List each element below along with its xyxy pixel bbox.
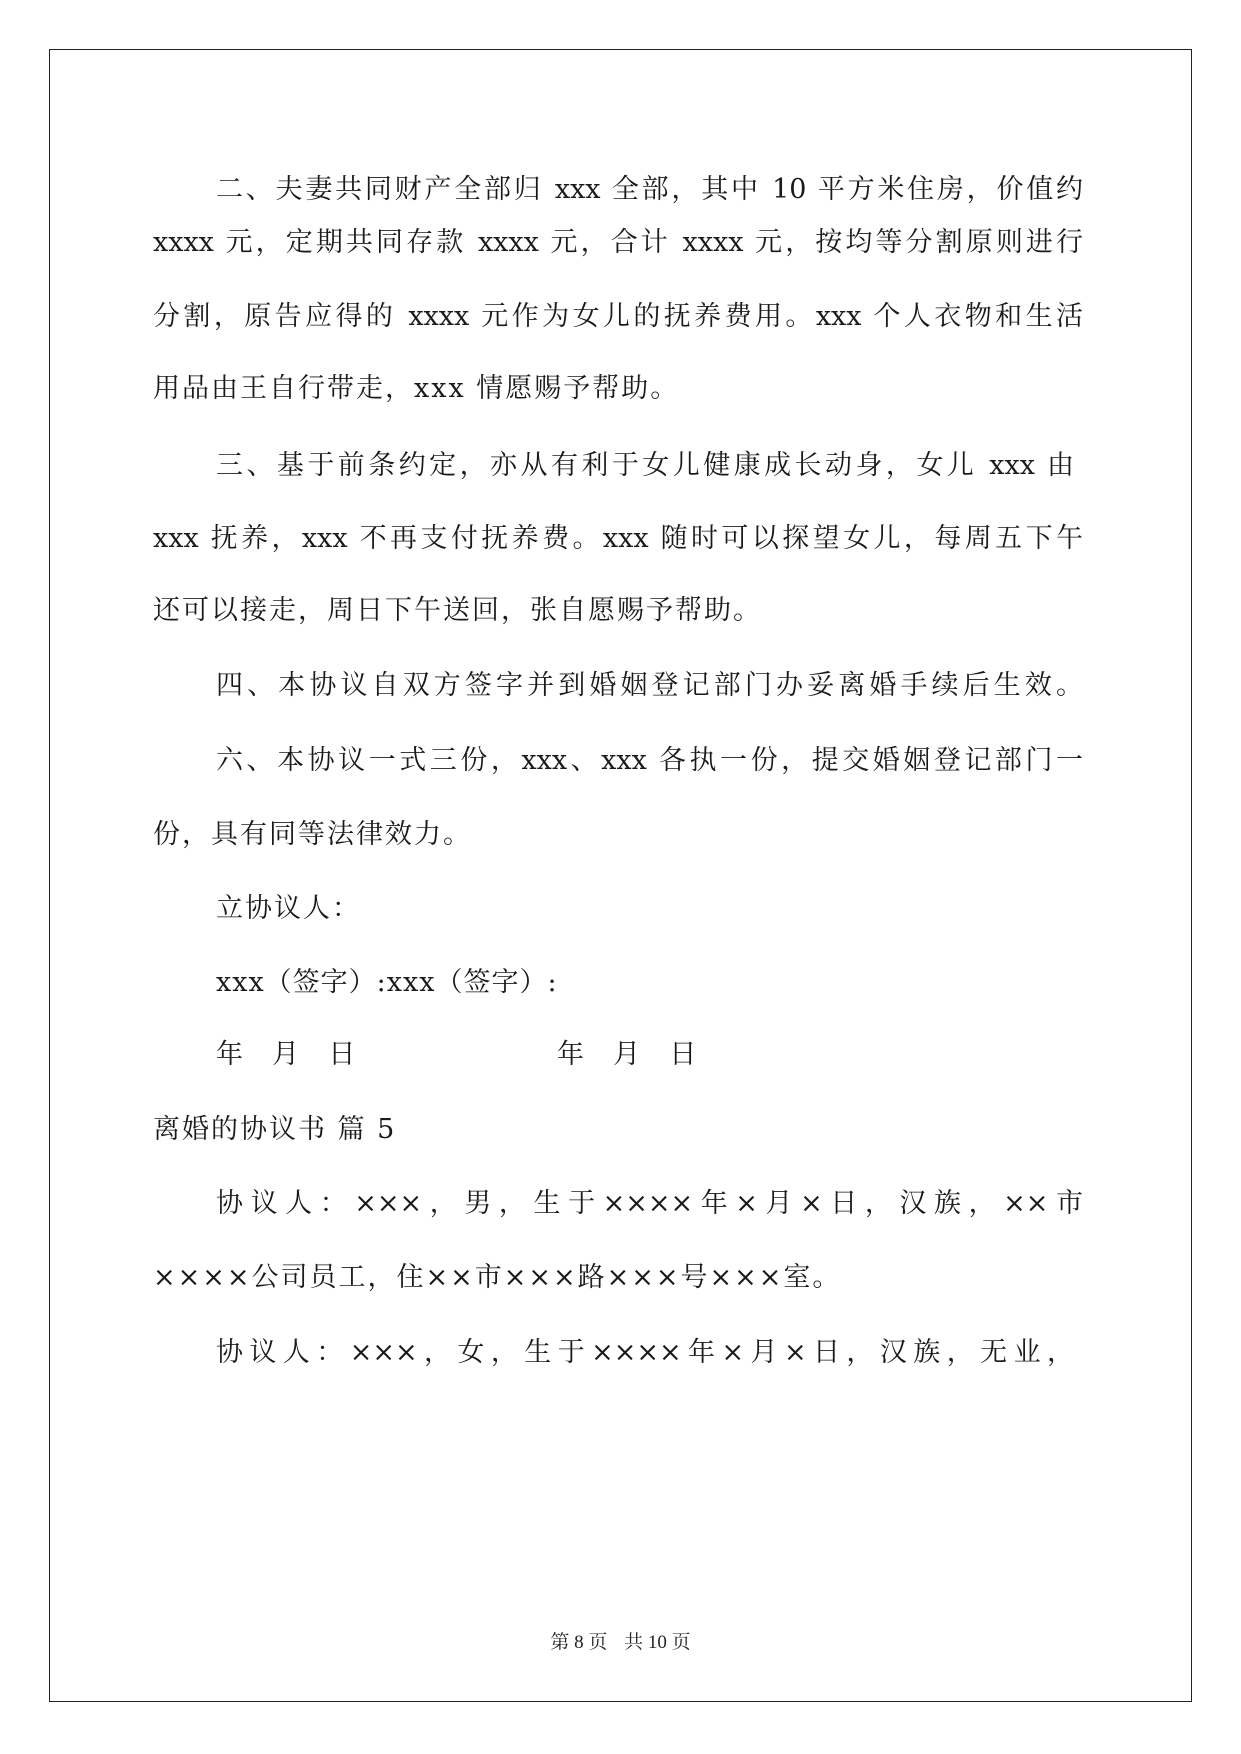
paragraph-6-line-1: 六、本协议一式三份，xxx、xxx 各执一份，提交婚姻登记部门一: [216, 745, 1083, 776]
paragraph-6-line-2: 份，具有同等法律效力。: [153, 819, 472, 850]
date-line-left: 年 月 日: [216, 1039, 360, 1070]
paragraph-2-line-3: 分割，原告应得的 xxxx 元作为女儿的抚养费用。xxx 个人衣物和生活: [153, 301, 1083, 332]
paragraph-2-line-1: 二、夫妻共同财产全部归 xxx 全部，其中 10 平方米住房，价值约: [216, 174, 1083, 205]
page-footer: [0, 1627, 1241, 1654]
paragraph-3-line-1: 三、基于前条约定，亦从有利于女儿健康成长动身，女儿 xxx 由: [216, 450, 1074, 481]
paragraph-4-line-1: 四、本协议自双方签字并到婚姻登记部门办妥离婚手续后生效。: [216, 670, 1083, 701]
paragraph-3-line-3: 还可以接走，周日下午送回，张自愿赐予帮助。: [153, 595, 762, 626]
page-total: 共 10 页: [624, 1632, 691, 1653]
section-heading: 离婚的协议书 篇 5: [153, 1114, 397, 1145]
signatory-label: 立协议人：: [216, 893, 361, 924]
paragraph-2-line-4: 用品由王自行带走，xxx 情愿赐予帮助。: [153, 373, 680, 404]
page-number: 第 8 页: [550, 1632, 608, 1653]
paragraph-3-line-2: xxx 抚养，xxx 不再支付抚养费。xxx 随时可以探望女儿，每周五下午: [153, 523, 1083, 554]
paragraph-2-line-2: xxxx 元，定期共同存款 xxxx 元，合计 xxxx 元，按均等分割原则进行: [153, 227, 1083, 258]
party-2-line-1: 协议人：×××，女，生于××××年×月×日，汉族，无业，: [216, 1337, 1074, 1368]
signature-line: xxx（签字）:xxx（签字）:: [216, 967, 558, 998]
party-1-line-1: 协议人：×××，男，生于××××年×月×日，汉族，××市: [216, 1188, 1083, 1219]
party-1-line-2: ××××公司员工，住××市×××路×××号×××室。: [153, 1262, 842, 1293]
date-line-right: 年 月 日: [557, 1039, 701, 1070]
